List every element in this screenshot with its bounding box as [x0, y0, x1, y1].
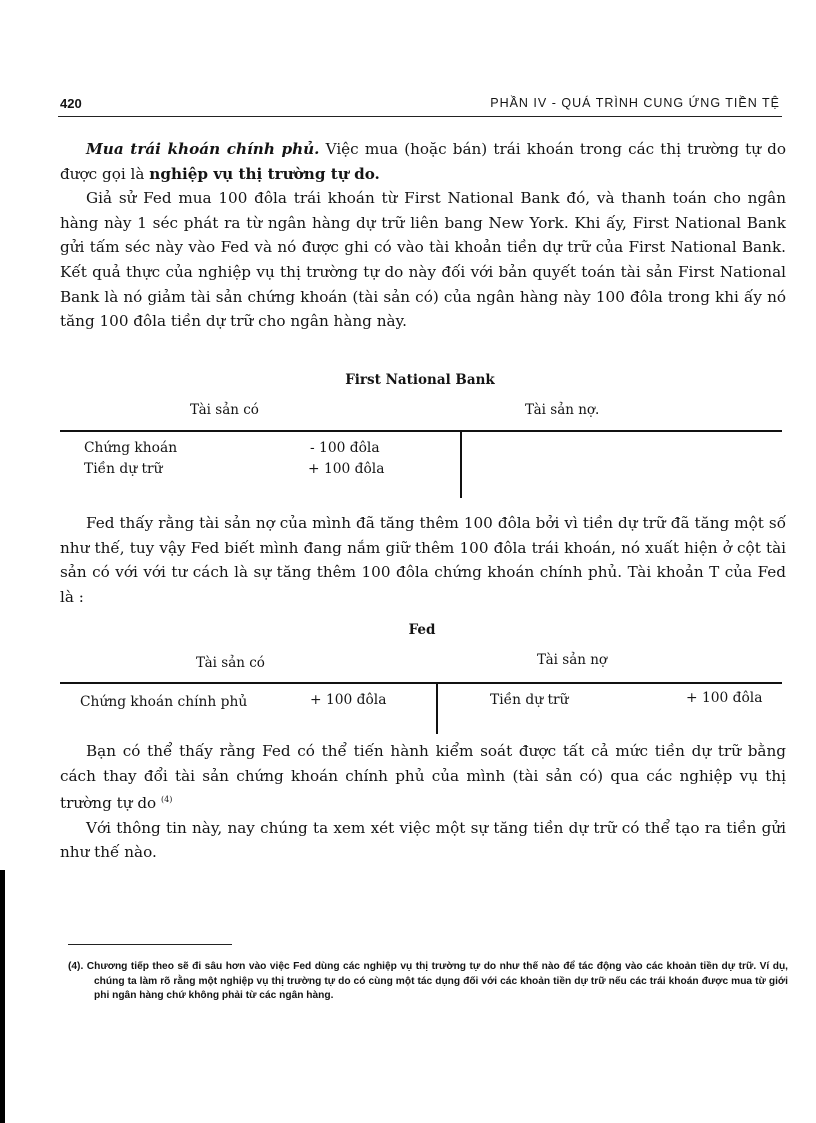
footnote-marker: (4).: [68, 961, 84, 972]
section-conclusion: [60, 739, 786, 865]
table1-row-amount: - 100 đôla: [310, 440, 380, 456]
table2-liabilities-header: Tài sản nợ: [537, 652, 608, 668]
header-rule: [58, 116, 782, 117]
footnote-reference: (4): [161, 795, 173, 805]
control-text: Bạn có thể thấy rằng Fed có thể tiến hành kiểm soát được tất cả mức tiền dự trữ bằng cách thay đổi tài sản chứng khoán chính phủ của mình (tài sản có) qua các nghiệp vụ thị trường tự do: [60, 742, 786, 813]
paragraph-example: Giả sử Fed mua 100 đôla trái khoán từ First National Bank đó, và thanh toán cho ngân hàng này 1 séc phát ra từ ngân hàng dự trữ liên bang New York. Khi ấy, First National Bank gửi tấm séc này vào Fed và nó được ghi có vào tài khoản tiền dự trữ của First National Bank. Kết quả thực của nghiệp vụ thị trường tự do này đối với bản quyết toán tài sản First National Bank là nó giảm tài sản chứng khoán (tài sản có) của ngân hàng này 100 đôla trong khi ấy nó tăng 100 đôla tiền dự trữ cho ngân hàng này.: [60, 189, 786, 331]
section-fed-account: [60, 511, 786, 609]
table1-rule: [60, 430, 782, 432]
scan-edge-shadow: [0, 870, 5, 1123]
table1-row-item: Chứng khoán: [84, 440, 178, 456]
table1-liabilities-header: Tài sản nợ.: [525, 402, 600, 418]
table2-liability-amount: + 100 đôla: [686, 690, 763, 706]
footnote-text: Chương tiếp theo sẽ đi sâu hơn vào việc Fed dùng các nghiệp vụ thị trường tự do như thế nào để tác động vào các khoản tiền dự trữ. Ví dụ, chúng ta làm rõ rằng một nghiệp vụ thị trường tự do có cùng một tác dụng đối với các khoản tiền dự trữ nếu các trái khoán được mua từ giới phi ngân hàng chứ không phải từ các ngân hàng.: [86, 961, 788, 1001]
table1-row-amount: + 100 đôla: [308, 461, 385, 477]
table1-row-item: Tiền dự trữ: [84, 461, 163, 477]
footnote: [68, 960, 788, 1004]
key-term: nghiệp vụ thị trường tự do.: [149, 164, 380, 183]
table2-title: Fed: [408, 622, 436, 638]
paragraph-transition: Với thông tin này, nay chúng ta xem xét việc một sự tăng tiền dự trữ có thể tạo ra tiền gửi như thế nào.: [60, 818, 786, 862]
table1-title: First National Bank: [345, 372, 495, 388]
footnote-body: [68, 960, 788, 1004]
paragraph-control-reserves: [60, 739, 786, 816]
section-open-market-intro: [60, 137, 786, 334]
table2-rule: [60, 682, 782, 684]
table2-divider: [436, 682, 438, 734]
table1-assets-header: Tài sản có: [190, 402, 259, 418]
page-header: [60, 92, 780, 114]
table2-assets-header: Tài sản có: [196, 655, 265, 671]
lead-term: Mua trái khoán chính phủ.: [86, 140, 320, 158]
footnote-rule: [68, 944, 232, 945]
page-number: 420: [60, 96, 82, 111]
paragraph-definition: [60, 137, 786, 186]
table1-divider: [460, 430, 462, 498]
definition-text: Việc mua (hoặc bán) trái khoán trong các thị trường tự do được gọi là: [60, 140, 787, 183]
table2-asset-item: Chứng khoán chính phủ: [80, 694, 248, 710]
table2-asset-amount: + 100 đôla: [310, 692, 387, 708]
paragraph-fed-liabilities: Fed thấy rằng tài sản nợ của mình đã tăng thêm 100 đôla bởi vì tiền dự trữ đã tăng một số như thế, tuy vậy Fed biết mình đang nắm giữ thêm 100 đôla trái khoán, nó xuất hiện ở cột tài sản có với với tư cách là sự tăng thêm 100 đôla chứng khoán chính phủ. Tài khoản T của Fed là :: [60, 514, 786, 606]
running-title: PHẦN IV - QUÁ TRÌNH CUNG ỨNG TIỀN TỆ: [490, 96, 780, 110]
table2-liability-item: Tiền dự trữ: [490, 692, 569, 708]
